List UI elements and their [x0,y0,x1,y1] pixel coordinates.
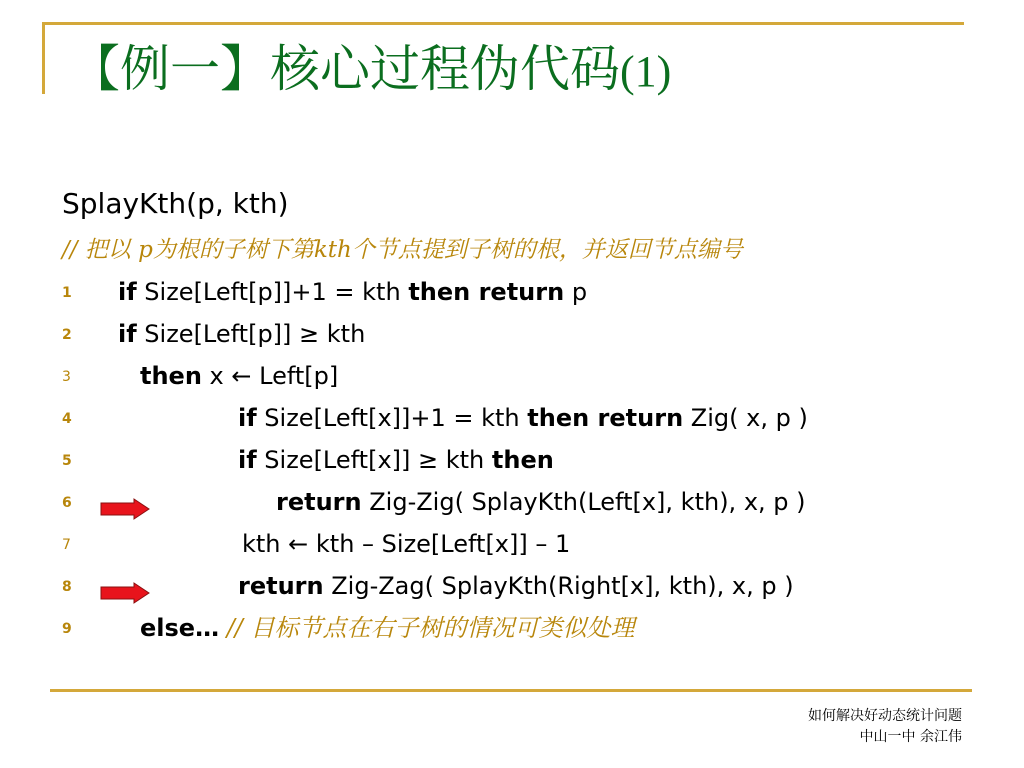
code-line-6 [276,482,806,522]
line-number-7: 7 [62,537,71,553]
red-arrow-icon [100,582,150,604]
decorative-bottom-rule [50,689,972,692]
code-text: kth ← kth – Size[Left[x]] – 1 [242,530,571,558]
decorative-top-rule [42,22,964,25]
code-line-2 [118,314,365,354]
code-text: Size[Left[x]]+1 = kth [256,404,528,432]
line-number-3: 3 [62,369,71,385]
header-comment: // 把以 p为根的子树下第kth个节点提到子树的根，并返回节点编号 [62,237,743,263]
code-text: Zig-Zig( SplayKth(Left[x], kth), x, p ) [361,488,806,516]
keyword: if [118,320,137,348]
line-number-4: 4 [62,411,72,427]
code-line-4 [238,398,808,438]
keyword: if [238,446,257,474]
code-text: x ← Left[p] [201,362,339,390]
line-number-2: 2 [62,327,72,343]
footer-author: 中山一中 余江伟 [859,729,962,745]
code-line-3 [140,356,338,396]
inline-comment: // 目标节点在右子树的情况可类似处理 [219,614,635,642]
keyword: if [238,404,257,432]
keyword: return [276,488,362,516]
code-text: Size[Left[x]] ≥ kth [256,446,492,474]
code-text: Zig-Zag( SplayKth(Right[x], kth), x, p ) [323,572,794,600]
keyword: then return [527,404,684,432]
line-number-5: 5 [62,453,72,469]
line-number-6: 6 [62,495,72,511]
slide-title [70,38,671,103]
code-text: p [564,278,588,306]
code-line-8 [238,566,794,606]
keyword: then [491,446,554,474]
footer [808,706,962,748]
keyword: else… [140,614,220,642]
title-main: 【例一】核心过程伪代码 [70,40,620,98]
code-line-9 [140,608,635,648]
keyword: then [140,362,202,390]
code-line-7 [242,524,570,564]
decorative-vertical-rule [42,22,45,94]
line-number-1: 1 [62,285,72,301]
title-suffix: (1) [620,47,672,96]
keyword: if [118,278,137,306]
red-arrow-icon [100,498,150,520]
keyword: then return [408,278,565,306]
code-text: Zig( x, p ) [683,404,808,432]
footer-topic: 如何解决好动态统计问题 [808,708,962,724]
function-signature: SplayKth(p, kth) [62,187,289,220]
keyword: return [238,572,324,600]
code-line-1 [118,272,587,312]
code-text: Size[Left[p]] ≥ kth [136,320,366,348]
code-line-5 [238,440,554,480]
line-number-9: 9 [62,621,72,637]
code-text: Size[Left[p]]+1 = kth [136,278,409,306]
line-number-8: 8 [62,579,72,595]
